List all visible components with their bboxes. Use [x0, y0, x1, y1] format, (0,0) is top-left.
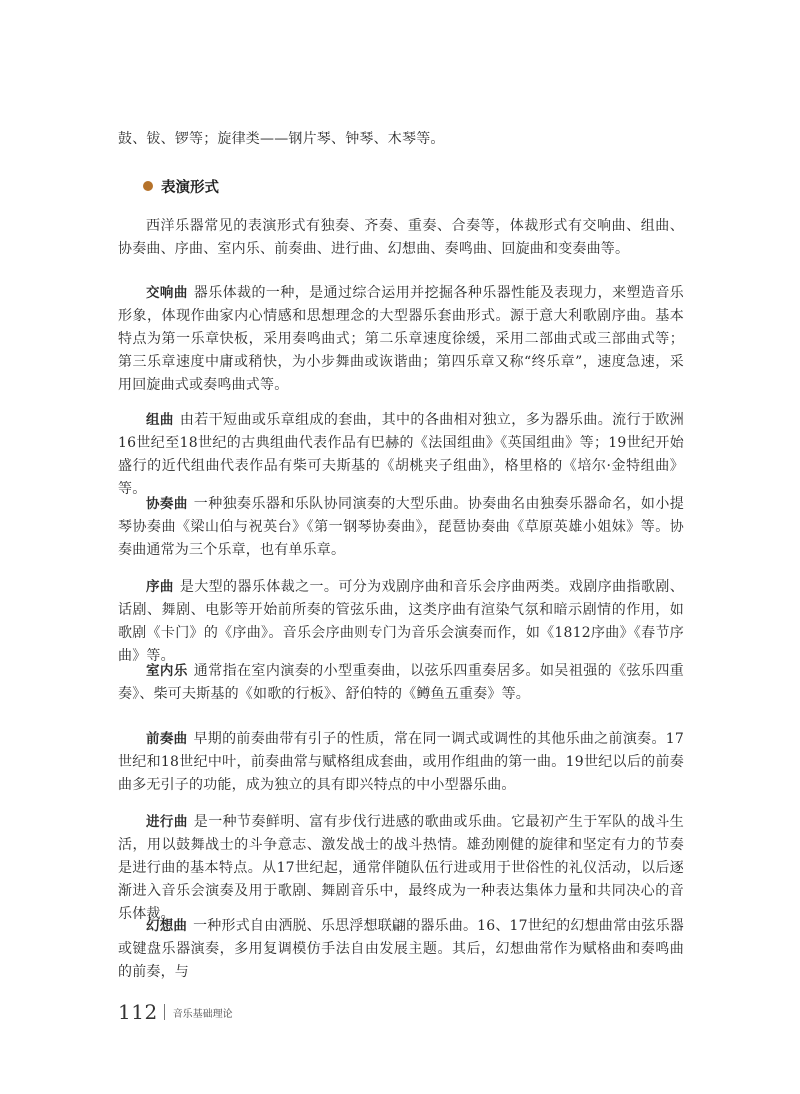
section-intro-text: 西洋乐器常见的表演形式有独奏、齐奏、重奏、合奏等，体裁形式有交响曲、组曲、协奏曲、序曲、室内乐、前奏曲、进行曲、幻想曲、奏鸣曲、回旋曲和变奏曲等。: [118, 218, 684, 257]
entry-text: 一种独奏乐器和乐队协同演奏的大型乐曲。协奏曲名由独奏乐器命名，如小提琴协奏曲《梁山伯与祝英台》《第一钢琴协奏曲》，琵琶协奏曲《草原英雄小姐妹》等。协奏曲通常为三个乐章，也有单乐章。: [118, 496, 684, 558]
book-title: 音乐基础理论: [172, 1008, 233, 1020]
section-intro-paragraph: [118, 215, 684, 261]
entry-concerto: [118, 493, 684, 562]
entry-term: 协奏曲: [146, 496, 188, 512]
entry-term: 室内乐: [146, 663, 188, 679]
entry-text: 早期的前奏曲带有引子的性质，常在同一调式或调性的其他乐曲之前演奏。17世纪和18世纪中叶，前奏曲常与赋格组成套曲，或用作组曲的第一曲。19世纪以后的前奏曲多无引子的功能，成为独立的具有即兴特点的中小型器乐曲。: [118, 731, 685, 793]
continuation-paragraph: [118, 128, 684, 151]
entry-march: [118, 811, 684, 926]
entry-text: 通常指在室内演奏的小型重奏曲，以弦乐四重奏居多。如吴祖强的《弦乐四重奏》、柴可夫斯基的《如歌的行板》、舒伯特的《鳟鱼五重奏》等。: [118, 663, 684, 702]
entry-text: 是大型的器乐体裁之一。可分为戏剧序曲和音乐会序曲两类。戏剧序曲指歌剧、话剧、舞剧、电影等开始前所奏的管弦乐曲，这类序曲有渲染气氛和暗示剧情的作用，如歌剧《卡门》的《序曲》。音乐会序曲则专门为音乐会演奏而作，如《1812序曲》《春节序曲》等。: [118, 579, 684, 664]
entry-term: 交响曲: [146, 285, 188, 301]
section-heading: [143, 176, 219, 196]
footer-divider: [164, 1004, 165, 1020]
entry-overture: [118, 576, 684, 668]
entry-suite: [118, 409, 684, 501]
continuation-text: 鼓、钹、锣等；旋律类——钢片琴、钟琴、木琴等。: [118, 131, 445, 147]
entry-fantasia: [118, 915, 684, 984]
entry-chamber-music: [118, 660, 684, 706]
entry-text: 是一种节奏鲜明、富有步伐行进感的歌曲或乐曲。它最初产生于军队的战斗生活，用以鼓舞战士的斗争意志、激发战士的战斗热情。雄劲刚健的旋律和坚定有力的节奏是进行曲的基本特点。从17世纪起，通常伴随队伍行进或用于世俗性的礼仪活动，以后逐渐进入音乐会演奏及用于歌剧、舞剧音乐中，最终成为一种表达集体力量和共同决心的音乐体裁。: [118, 814, 684, 922]
entry-text: 由若干短曲或乐章组成的套曲，其中的各曲相对独立，多为器乐曲。流行于欧洲16世纪至18世纪的古典组曲代表作品有巴赫的《法国组曲》《英国组曲》等；19世纪开始盛行的近代组曲代表作品有柴可夫斯基的《胡桃夹子组曲》，格里格的《培尔·金特组曲》等。: [118, 412, 684, 497]
entry-term: 幻想曲: [146, 918, 188, 934]
entry-term: 进行曲: [146, 814, 188, 830]
entry-term: 组曲: [146, 412, 174, 428]
section-title: 表演形式: [161, 179, 219, 196]
entry-symphony: [118, 282, 684, 397]
page-footer: [118, 1000, 233, 1024]
entry-prelude: [118, 728, 684, 797]
entry-term: 前奏曲: [146, 731, 188, 747]
page-number: 112: [118, 1000, 158, 1024]
bullet-icon: [143, 181, 153, 191]
entry-text: 一种形式自由洒脱、乐思浮想联翩的器乐曲。16、17世纪的幻想曲常由弦乐器或键盘乐器演奏，多用复调模仿手法自由发展主题。其后，幻想曲常作为赋格曲和奏鸣曲的前奏，与: [118, 918, 684, 980]
entry-term: 序曲: [146, 579, 174, 595]
entry-text: 器乐体裁的一种，是通过综合运用并挖掘各种乐器性能及表现力，来塑造音乐形象，体现作曲家内心情感和思想理念的大型器乐套曲形式。源于意大利歌剧序曲。基本特点为第一乐章快板，采用奏鸣曲式；第二乐章速度徐缓，采用二部曲式或三部曲式等；第三乐章速度中庸或稍快，为小步舞曲或诙谐曲；第四乐章又称“终乐章”，速度急速，采用回旋曲式或奏鸣曲式等。: [118, 285, 684, 393]
